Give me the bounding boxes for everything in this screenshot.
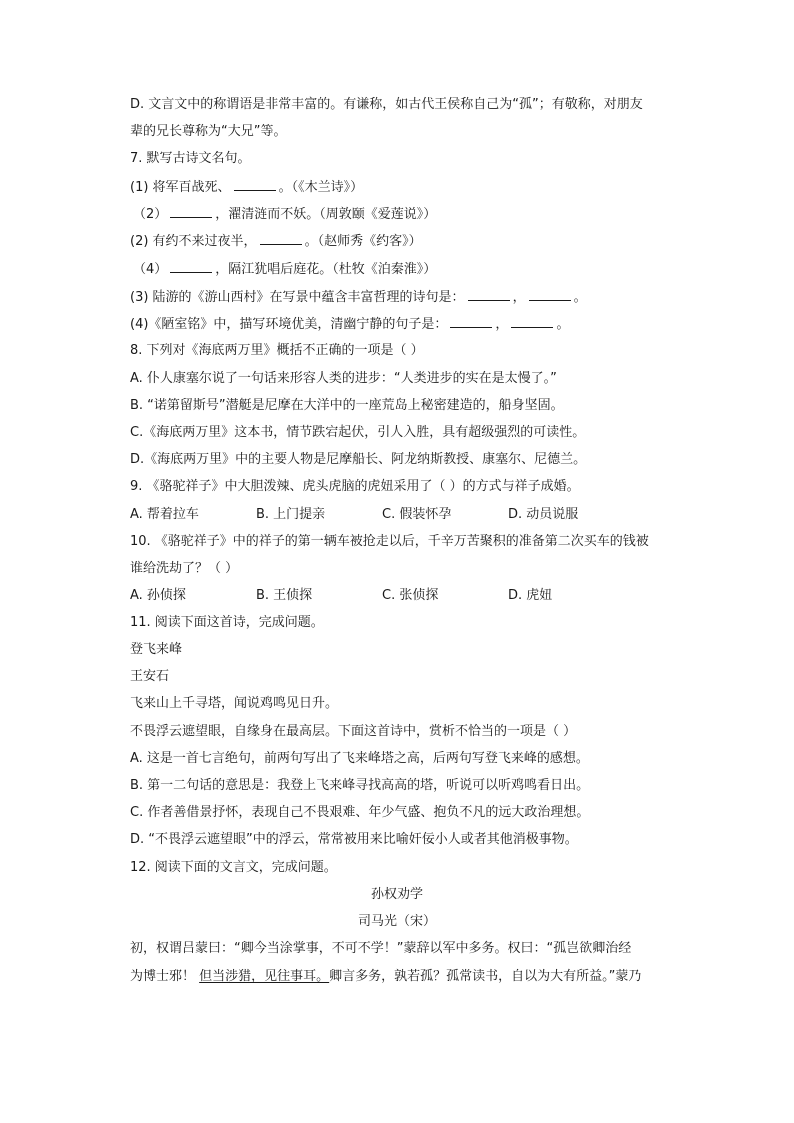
q7-item-3-prefix: (2) 有约不来过夜半， [130, 234, 257, 249]
q9-options [130, 506, 650, 524]
question-10-cont: 谁给洗劫了？（ ） [130, 561, 239, 576]
q11-option-a: A. 这是一首七言绝句，前两句写出了飞来峰塔之高，后两句写登飞来峰的感想。 [130, 751, 589, 766]
q8-option-c: C.《海底两万里》这本书，情节跌宕起伏，引人入胜，具有超级强烈的可读性。 [130, 425, 586, 440]
answer-blank [170, 205, 212, 218]
comma: ， [495, 317, 509, 332]
q7-item-6 [130, 315, 569, 334]
q9-option-b: B. 上门提亲 [256, 507, 326, 522]
option-d-text: D. 文言文中的称谓语是非常丰富的。有谦称，如古代王侯称自己为“孤”；有敬称，对朋友 [130, 97, 643, 112]
q9-option-a: A. 帮着拉车 [130, 507, 199, 522]
q7-item-5 [130, 288, 587, 307]
text-line-2-end: 卿言多务，孰若孤？孤常读书，自以为大有所益。”蒙乃 [329, 969, 642, 984]
q10-option-d: D. 虎妞 [508, 588, 553, 603]
poem-title: 登飞来峰 [130, 642, 183, 657]
poem-line-2: 不畏浮云遮望眼，自缘身在最高层。下面这首诗中，赏析不恰当的一项是（ ） [130, 724, 577, 739]
q7-item-1-suffix: 。（《木兰诗》） [278, 180, 364, 195]
q10-option-a: A. 孙侦探 [130, 588, 186, 603]
period: 。 [573, 290, 587, 305]
answer-blank [511, 315, 553, 328]
q7-item-2-suffix: ，濯清涟而不妖。（周敦颐《爱莲说》） [215, 207, 437, 222]
question-9: 9. 《骆驼祥子》中大胆泼辣、虎头虎脑的虎妞采用了（ ）的方式与祥子成婚。 [130, 479, 580, 494]
answer-blank [529, 288, 571, 301]
answer-blank [170, 260, 212, 273]
q8-option-b: B. “诺第留斯号”潜艇是尼摩在大洋中的一座荒岛上秘密建造的，船身坚固。 [130, 398, 564, 413]
comma: ， [512, 290, 526, 305]
question-11: 11. 阅读下面这首诗，完成问题。 [130, 615, 324, 630]
q10-options [130, 587, 650, 605]
q8-option-a: A. 仆人康塞尔说了一句话来形容人类的进步：“人类进步的实在是太慢了。” [130, 371, 557, 386]
q7-item-5-prefix: (3) 陆游的《游山西村》在写景中蕴含丰富哲理的诗句是： [130, 290, 465, 305]
option-d-text-cont: 辈的兄长尊称为“大兄”等。 [130, 124, 287, 139]
q11-option-d: D. “不畏浮云遮望眼”中的浮云，常常被用来比喻奸佞小人或者其他消极事物。 [130, 832, 578, 847]
answer-blank [234, 178, 276, 191]
answer-blank [468, 288, 510, 301]
poem-author: 王安石 [130, 669, 170, 684]
q7-item-3-suffix: 。（赵师秀《约客》） [304, 234, 422, 249]
q8-option-d: D.《海底两万里》中的主要人物是尼摩船长、阿龙纳斯教授、康塞尔、尼德兰。 [130, 452, 587, 467]
question-10: 10. 《骆驼祥子》中的祥子的第一辆车被抢走以后，千辛万苦聚积的准备第二次买车的钱被 [130, 534, 649, 549]
poem-line-1: 飞来山上千寻塔，闻说鸡鸣见日升。 [130, 696, 339, 711]
q9-option-c: C. 假装怀孕 [382, 507, 452, 522]
q7-item-4-suffix: ，隔江犹唱后庭花。（杜牧《泊秦淮》） [215, 262, 437, 277]
text-author: 司马光（宋） [357, 914, 436, 929]
text-line-2 [130, 968, 641, 986]
text-line-1: 初，权谓吕蒙曰：“卿今当涂掌事，不可不学！”蒙辞以军中多务。权曰：“孤岂欲卿治经 [130, 941, 632, 956]
q7-item-4-prefix: （4） [133, 262, 168, 277]
q11-option-c: C. 作者善借景抒怀，表现自己不畏艰难、年少气盛、抱负不凡的远大政治理想。 [130, 805, 590, 820]
question-8: 8. 下列对《海底两万里》概括不正确的一项是（ ） [130, 343, 424, 358]
q7-item-1 [130, 178, 363, 197]
answer-blank [260, 232, 302, 245]
q7-item-2-prefix: （2） [133, 207, 168, 222]
q7-item-2 [133, 205, 436, 224]
question-7: 7. 默写古诗文名句。 [130, 151, 251, 166]
q7-item-3 [130, 232, 422, 251]
period: 。 [556, 317, 570, 332]
q7-item-6-prefix: (4)《陋室铭》中，描写环境优美，清幽宁静的句子是： [130, 317, 448, 332]
text-title: 孙权劝学 [370, 887, 423, 902]
answer-blank [450, 315, 492, 328]
q7-item-1-prefix: (1) 将军百战死、 [130, 180, 231, 195]
underlined-sentence: 但当涉猎，见往事耳。 [199, 969, 330, 984]
q11-option-b: B. 第一二句话的意思是：我登上飞来峰寻找高高的塔，听说可以听鸡鸣看日出。 [130, 778, 590, 793]
q9-option-d: D. 动员说服 [508, 507, 579, 522]
q10-option-b: B. 王侦探 [256, 588, 313, 603]
question-12: 12. 阅读下面的文言文，完成问题。 [130, 860, 337, 875]
q7-item-4 [133, 260, 436, 279]
text-line-2-start: 为博士邪！ [130, 969, 196, 984]
q10-option-c: C. 张侦探 [382, 588, 439, 603]
